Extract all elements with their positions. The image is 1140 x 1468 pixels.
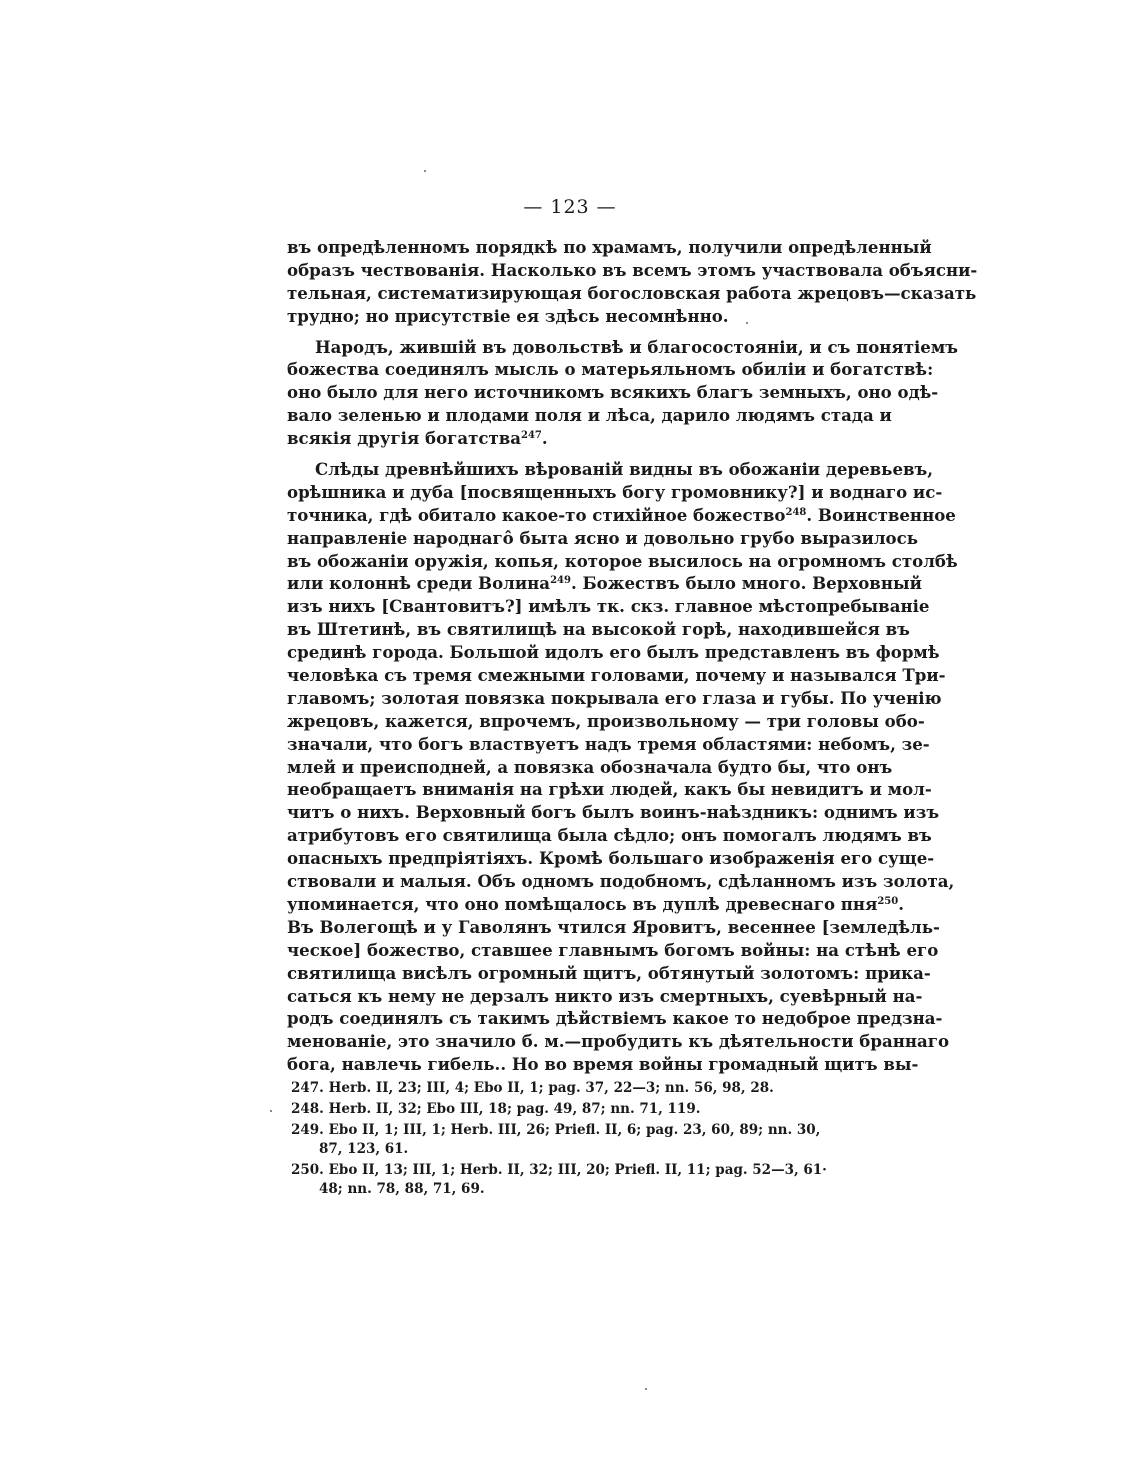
footnote-ref: 247 (521, 430, 542, 442)
footnote-number: 250. (291, 1162, 324, 1178)
scan-speck (746, 322, 748, 324)
footnotes (291, 1079, 851, 1201)
text-segment: или колоннѣ среди Волина (287, 573, 551, 594)
text-line: орѣшника и дуба [посвященныхъ богу громовнику?] и воднаго ис- (287, 481, 943, 502)
text-line: необращаетъ вниманія на грѣхи людей, какъ бы невидитъ и мол- (287, 779, 932, 800)
footnote-number: 247. (291, 1080, 324, 1096)
text-line: главомъ; золотая повязка покрывала его глаза и губы. По ученію (287, 687, 942, 708)
scan-speck (270, 1110, 272, 1112)
footnote-continuation: 87, 123, 61. (319, 1141, 409, 1157)
text-line: жрецовъ, кажется, впрочемъ, произвольному — три головы обо- (287, 710, 925, 731)
text-line: тельная, систематизирующая богословская работа жрецовъ—сказать (287, 282, 977, 303)
text-line: бога, навлечь гибель.. Но во время войны громадный щитъ вы- (287, 1054, 919, 1075)
text-line: направленіе народнагô быта ясно и довольно грубо выразилось (287, 527, 918, 548)
text-segment: . Божествъ было много. Верховный (570, 573, 922, 594)
paragraph-3 (287, 458, 958, 1076)
text-segment: упоминается, что оно помѣщалось въ дуплѣ древеснаго пня (287, 893, 878, 914)
footnote-247 (291, 1079, 851, 1098)
text-line: образъ чествованія. Насколько въ всемъ этомъ участвовала объясни- (287, 259, 978, 280)
text-line: родъ соединялъ съ такимъ дѣйствіемъ какое то недоброе предзна- (287, 1008, 943, 1029)
footnote-text: Ebo II, 1; III, 1; Herb. III, 26; Priefl. II, 6; pag. 23, 60, 89; nn. 30, (328, 1122, 821, 1138)
text-line: въ опредѣленномъ порядкѣ по храмамъ, получили опредѣленный (287, 237, 932, 257)
text-line: человѣка съ тремя смежными головами, почему и назывался Три- (287, 665, 946, 686)
footnote-text: Herb. II, 23; III, 4; Ebo II, 1; pag. 37, 22—3; nn. 56, 98, 28. (328, 1080, 774, 1096)
text-line: млей и преисподней, а повязка обозначала будто бы, что онъ (287, 756, 893, 777)
page-number: — 123 — (523, 196, 617, 218)
text-line: менованіе, это значило б. м.—пробудить къ дѣятельности браннаго (287, 1031, 950, 1052)
text-line: ческое] божество, ставшее главнымъ богомъ войны: на стѣнѣ его (287, 939, 939, 960)
text-line: саться къ нему не дерзалъ никто изъ смертныхъ, суевѣрный на- (287, 985, 923, 1006)
text-segment: точника, гдѣ обитало какое-то стихійное божество (287, 504, 786, 525)
text-line: атрибутовъ его святилища была сѣдло; онъ помогалъ людямъ въ (287, 825, 932, 846)
body-text (287, 236, 978, 1084)
text-segment: . (898, 893, 904, 914)
text-line: оно было для него источникомъ всякихъ благъ земныхъ, оно одѣ- (287, 382, 939, 403)
footnote-249 (291, 1121, 851, 1159)
footnote-ref: 249 (550, 575, 571, 587)
text-line: Народъ, жившій въ довольствѣ и благосостояніи, и съ понятіемъ (315, 336, 958, 357)
footnote-text: Herb. II, 32; Ebo III, 18; pag. 49, 87; nn. 71, 119. (328, 1101, 701, 1117)
footnote-text: Ebo II, 13; III, 1; Herb. II, 32; III, 20; Priefl. II, 11; pag. 52—3, 61· (328, 1162, 827, 1178)
text-line: ствовали и малыя. Объ одномъ подобномъ, сдѣланномъ изъ золота, (287, 871, 955, 892)
footnote-number: 248. (291, 1101, 324, 1117)
text-line: значали, что богъ властвуетъ надъ тремя областями: небомъ, зе- (287, 733, 930, 754)
text-line: въ Штетинѣ, въ святилищѣ на высокой горѣ, находившейся въ (287, 619, 910, 640)
text-line: божества соединялъ мысль о матерьяльномъ обиліи и богатствѣ: (287, 359, 934, 380)
footnote-ref: 248 (785, 506, 807, 518)
footnote-248 (291, 1100, 851, 1119)
text-line: Въ Волегощѣ и у Гаволянъ чтился Яровитъ, весеннее [земледѣль- (287, 916, 940, 937)
text-line: вало зеленью и плодами поля и лѣса, дарило людямъ стада и (287, 405, 892, 426)
footnote-250 (291, 1161, 851, 1199)
text-line: читъ о нихъ. Верховный богъ былъ воинъ-наѣздникъ: однимъ изъ (287, 802, 940, 823)
text-line: всякія другія богатства$^{247}$. (287, 428, 548, 449)
footnote-ref: 250 (877, 895, 899, 907)
text-line: трудно; но присутствіе ея здѣсь несомнѣнно. (287, 305, 729, 326)
footnote-continuation: 48; nn. 78, 88, 71, 69. (319, 1181, 485, 1197)
text-segment: всякія другія богатства (287, 428, 522, 449)
scan-speck (645, 1388, 647, 1390)
text-segment: . Воинственное (806, 504, 956, 525)
text-line: въ обожаніи оружія, копья, которое высилось на огромномъ столбѣ (287, 550, 958, 571)
footnote-number: 249. (291, 1122, 324, 1138)
text-line: опасныхъ предпріятіяхъ. Кромѣ большаго изображенія его суще- (287, 848, 935, 869)
text-line (287, 893, 904, 916)
text-line: Слѣды древнѣйшихъ вѣрованій видны въ обожаніи деревьевъ, (315, 459, 934, 480)
paragraph-2 (287, 336, 958, 450)
text-line: святилища висѣлъ огромный щитъ, обтянутый золотомъ: прика- (287, 962, 931, 983)
text-line (287, 504, 956, 527)
text-line: изъ нихъ [Свантовитъ?] имѣлъ тк. скз. главное мѣстопребываніе (287, 596, 930, 617)
scan-speck (424, 170, 426, 172)
text-line (287, 572, 922, 595)
paragraph-1 (287, 236, 978, 328)
text-line: срединѣ города. Большой идолъ его былъ представленъ въ формѣ (287, 642, 940, 663)
